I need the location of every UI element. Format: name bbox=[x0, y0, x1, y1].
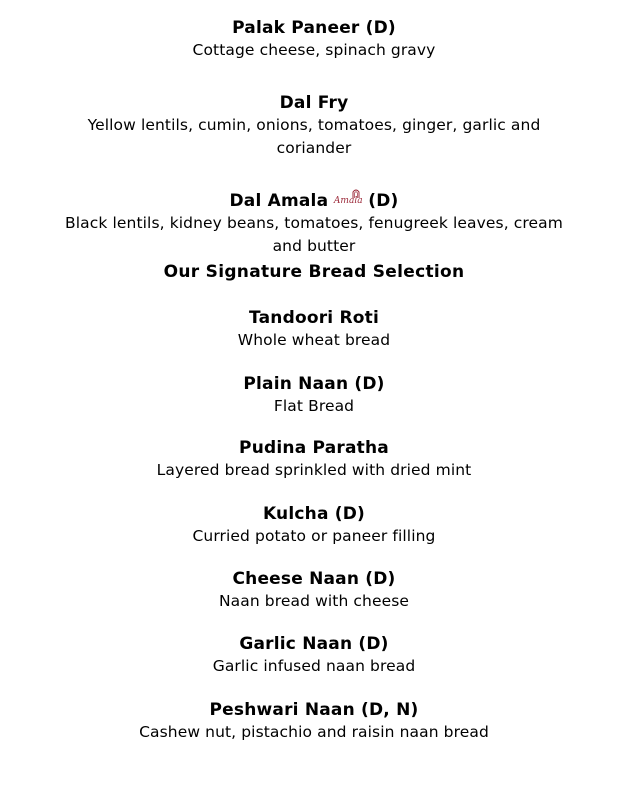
bread-description: Garlic infused naan bread bbox=[212, 657, 416, 675]
bread-description: Cashew nut, pistachio and raisin naan bread bbox=[139, 723, 489, 741]
dish-name: Dal Fry bbox=[279, 93, 349, 113]
dish-dal-amala bbox=[0, 187, 628, 258]
dish-name-suffix: (D) bbox=[368, 191, 399, 211]
bread-name: Tandoori Roti bbox=[249, 308, 379, 328]
dish-description-line-2: and butter bbox=[272, 237, 356, 255]
amala-logo-icon bbox=[331, 187, 365, 207]
bread-garlic-naan bbox=[0, 633, 628, 678]
dish-name: Palak Paneer (D) bbox=[232, 18, 396, 38]
bread-cheese-naan bbox=[0, 568, 628, 613]
bread-description: Layered bread sprinkled with dried mint bbox=[156, 461, 472, 479]
bread-name: Peshwari Naan (D, N) bbox=[209, 700, 419, 720]
dish-name-text: Dal Amala bbox=[229, 191, 329, 211]
bread-peshwari-naan bbox=[0, 699, 628, 744]
bread-name: Kulcha (D) bbox=[262, 504, 366, 524]
dish-description-line-1: Yellow lentils, cumin, onions, tomatoes, ginger, garlic and bbox=[87, 116, 541, 134]
dish-description-line-2: coriander bbox=[276, 139, 352, 157]
bread-description: Curried potato or paneer filling bbox=[192, 527, 436, 545]
dish-dal-fry bbox=[0, 92, 628, 160]
bread-tandoori-roti bbox=[0, 307, 628, 352]
bread-name: Garlic Naan (D) bbox=[239, 634, 389, 654]
dish-description-line-1: Black lentils, kidney beans, tomatoes, fenugreek leaves, cream bbox=[65, 214, 563, 232]
bread-plain-naan bbox=[0, 373, 628, 418]
dish-name bbox=[0, 187, 628, 212]
bread-name: Plain Naan (D) bbox=[243, 374, 385, 394]
bread-description: Whole wheat bread bbox=[237, 331, 391, 349]
logo-text: Amala bbox=[333, 196, 363, 206]
dish-palak-paneer bbox=[0, 17, 628, 62]
section-heading: Our Signature Bread Selection bbox=[163, 262, 465, 282]
bread-description: Naan bread with cheese bbox=[218, 592, 410, 610]
bread-pudina-paratha bbox=[0, 437, 628, 482]
bread-name: Pudina Paratha bbox=[239, 438, 389, 458]
bread-description: Flat Bread bbox=[273, 397, 355, 415]
dish-description: Cottage cheese, spinach gravy bbox=[192, 41, 436, 59]
bread-kulcha bbox=[0, 503, 628, 548]
bread-name: Cheese Naan (D) bbox=[232, 569, 396, 589]
